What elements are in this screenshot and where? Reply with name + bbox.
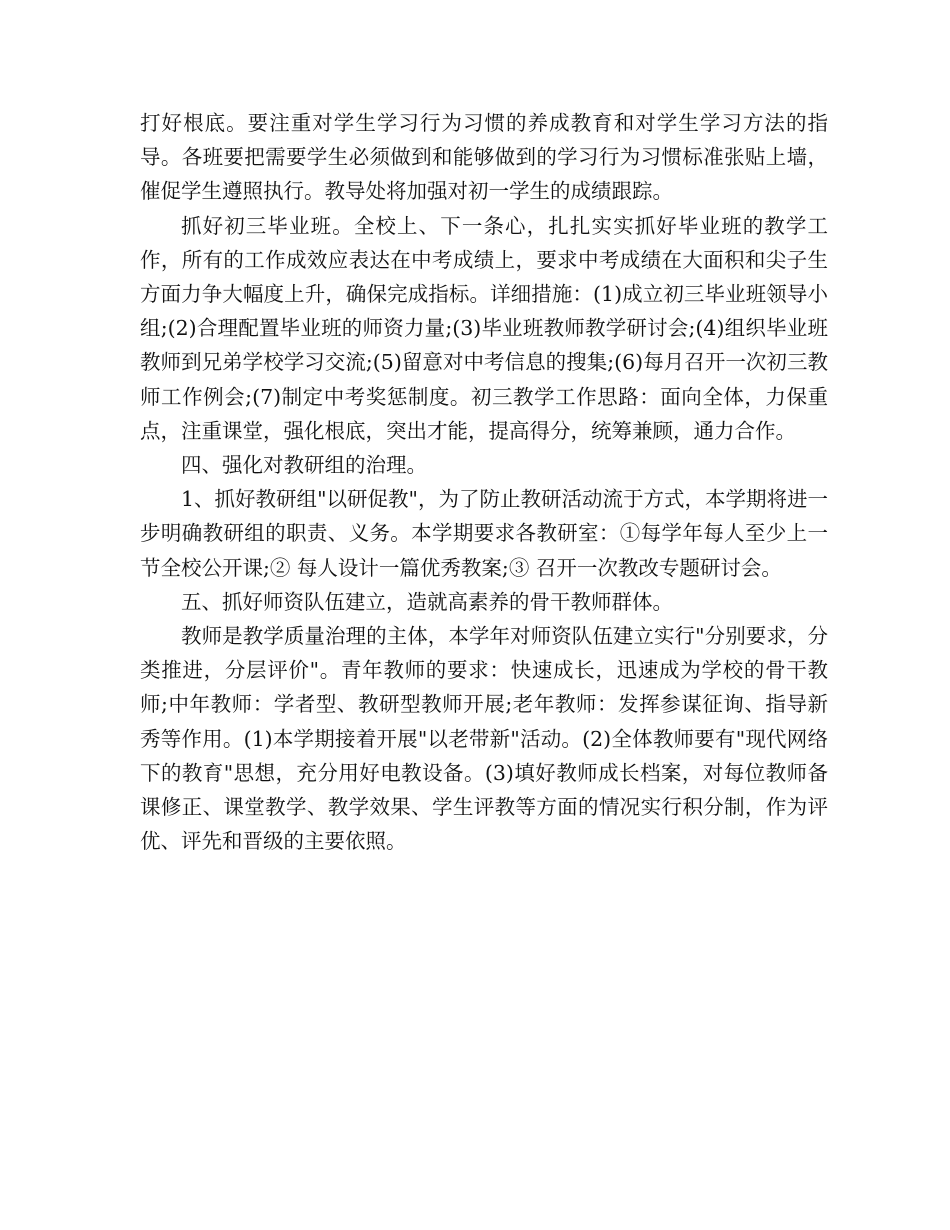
document-body <box>140 106 828 858</box>
paragraph-graduating-class: 抓好初三毕业班。全校上、下一条心，扎扎实实抓好毕业班的教学工作，所有的工作成效应表达在中考成绩上，要求中考成绩在大面积和尖子生方面力争大幅度上升，确保完成指标。详细措施：(1)成立初三毕业班领导小组;(2)合理配置毕业班的师资力量;(3)毕业班教师教学研讨会;(4)组织毕业班教师到兄弟学校学习交流;(5)留意对中考信息的搜集;(6)每月召开一次初三教师工作例会;(7)制定中考奖惩制度。初三教学工作思路：面向全体，力保重点，注重课堂，强化根底，突出才能，提高得分，统筹兼顾，通力合作。 <box>140 213 828 443</box>
paragraph-research-group: 1、抓好教研组"以研促教"，为了防止教研活动流于方式，本学期将进一步明确教研组的职责、义务。本学期要求各教研室：①每学年每人至少上一节全校公开课;② 每人设计一篇优秀教案;③ 召开一次教改专题研讨会。 <box>140 487 828 580</box>
paragraph-teacher-development: 教师是教学质量治理的主体，本学年对师资队伍建立实行"分别要求，分类推进，分层评价"。青年教师的要求：快速成长，迅速成为学校的骨干教师;中年教师：学者型、教研型教师开展;老年教师：发挥参谋征询、指导新秀等作用。(1)本学期接着开展"以老带新"活动。(2)全体教师要有"现代网络下的教育"思想，充分用好电教设备。(3)填好教师成长档案，对每位教师备课修正、课堂教学、教学效果、学生评教等方面的情况实行积分制，作为评优、评先和晋级的主要依照。 <box>140 624 828 854</box>
section-heading-teacher-team: 五、抓好师资队伍建立，造就高素养的骨干教师群体。 <box>181 589 673 614</box>
paragraph-study-habits: 打好根底。要注重对学生学习行为习惯的养成教育和对学生学习方法的指导。各班要把需要学生必须做到和能够做到的学习行为习惯标准张贴上墙，催促学生遵照执行。教导处将加强对初一学生的成绩跟踪。 <box>140 111 828 204</box>
section-heading-teaching-research: 四、强化对教研组的治理。 <box>181 453 427 478</box>
